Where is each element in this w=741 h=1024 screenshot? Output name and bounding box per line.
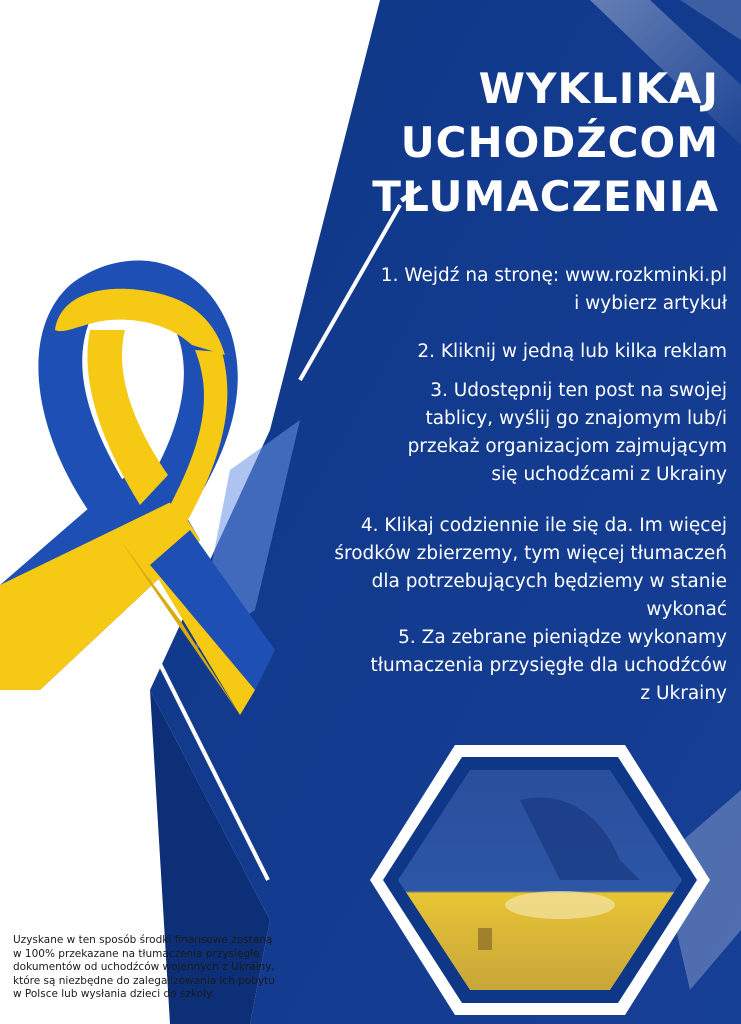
headline-line-2: UCHODŹCOM <box>400 118 719 167</box>
step-4: 4. Klikaj codziennie ile się da. Im więcej środków zbierzemy, tym więcej tłumaczeń dla potrzebujących będziemy w stanie wykonać <box>334 515 727 620</box>
step-5: 5. Za zebrane pieniądze wykonamy tłumaczenia przysięgłe dla uchodźców z Ukrainy <box>370 627 727 704</box>
footnote: Uzyskane w ten sposób środki finansowe zostaną w 100% przekazane na tłumaczenia przysięgłe dokumentów od uchodźców wojennych z Ukrainy, które są niezbędne do zalegalizowania ich pobytu w Polsce lub wysłania dzieci do szkoły. <box>13 934 275 1001</box>
step-3: 3. Udostępnij ten post na swojej tablicy, wyślij go znajomym lub/i przekaż organizacjom zajmującym się uchodźcami z Ukrainy <box>407 380 727 485</box>
headline <box>259 62 719 224</box>
step-1: 1. Wejdź na stronę: www.rozkminki.pl i wybierz artykuł <box>380 265 727 314</box>
headline-line-1: WYKLIKAJ <box>478 64 719 113</box>
headline-line-3: TŁUMACZENIA <box>372 172 719 221</box>
step-2: 2. Kliknij w jedną lub kilka reklam <box>417 341 727 362</box>
